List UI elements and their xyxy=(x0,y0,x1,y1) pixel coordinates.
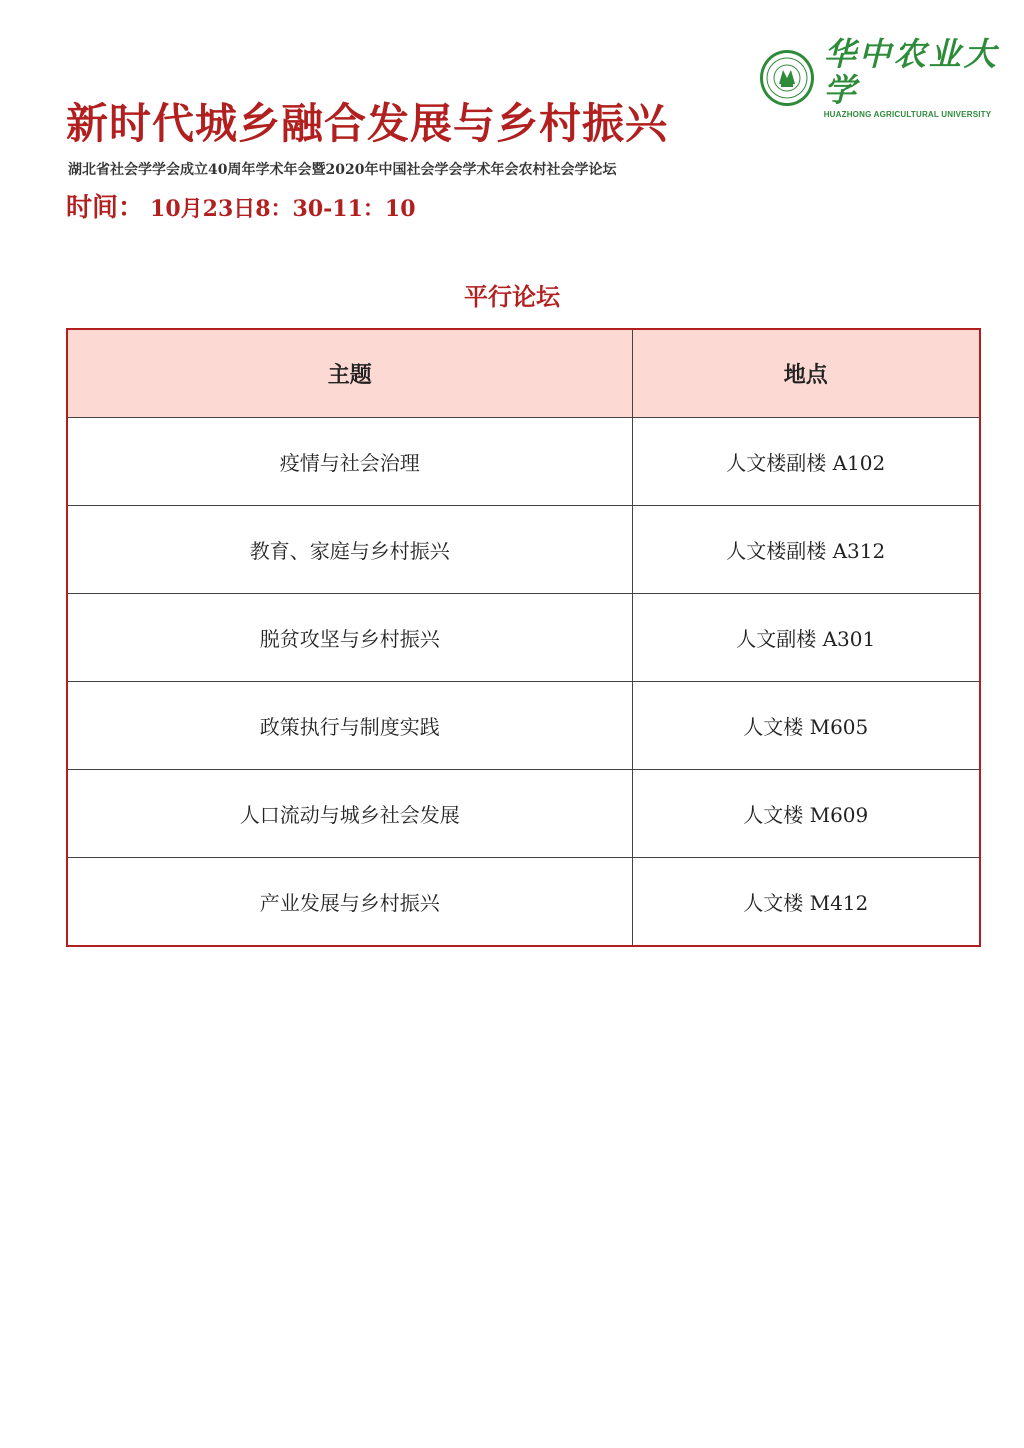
logo-name-en: HUAZHONG AGRICULTURAL UNIVERSITY xyxy=(823,110,992,119)
topic-cell: 疫情与社会治理 xyxy=(67,418,632,506)
location-cell: 人文楼 M609 xyxy=(632,770,980,858)
topic-cell: 产业发展与乡村振兴 xyxy=(67,858,632,947)
university-seal-icon xyxy=(760,50,814,106)
location-cell: 人文楼副楼 A102 xyxy=(632,418,980,506)
table-row xyxy=(67,418,980,506)
table-row xyxy=(67,594,980,682)
header-topic: 主题 xyxy=(67,329,632,418)
table-row xyxy=(67,770,980,858)
location-cell: 人文楼 M412 xyxy=(632,858,980,947)
topic-cell: 教育、家庭与乡村振兴 xyxy=(67,506,632,594)
topic-cell: 人口流动与城乡社会发展 xyxy=(67,770,632,858)
location-cell: 人文副楼 A301 xyxy=(632,594,980,682)
location-cell: 人文楼副楼 A312 xyxy=(632,506,980,594)
header-location: 地点 xyxy=(632,329,980,418)
table-row xyxy=(67,506,980,594)
table-row xyxy=(67,682,980,770)
section-title: 平行论坛 xyxy=(464,282,560,311)
university-logo xyxy=(760,36,1024,119)
logo-wordmark xyxy=(824,36,1024,119)
location-cell: 人文楼 M605 xyxy=(632,682,980,770)
time-row xyxy=(66,190,416,229)
time-label: 时间： xyxy=(66,193,145,223)
table-header-row xyxy=(67,329,980,418)
table-row xyxy=(67,858,980,947)
time-value: 10月23日8：30-11：10 xyxy=(150,196,416,222)
logo-name-cn: 华中农业大学 xyxy=(823,35,999,109)
forum-table xyxy=(66,328,981,947)
page-subtitle: 湖北省社会学学会成立40周年学术年会暨2020年中国社会学会学术年会农村社会学论坛 xyxy=(68,162,617,178)
topic-cell: 脱贫攻坚与乡村振兴 xyxy=(67,594,632,682)
page-title: 新时代城乡融合发展与乡村振兴 xyxy=(66,99,669,148)
topic-cell: 政策执行与制度实践 xyxy=(67,682,632,770)
